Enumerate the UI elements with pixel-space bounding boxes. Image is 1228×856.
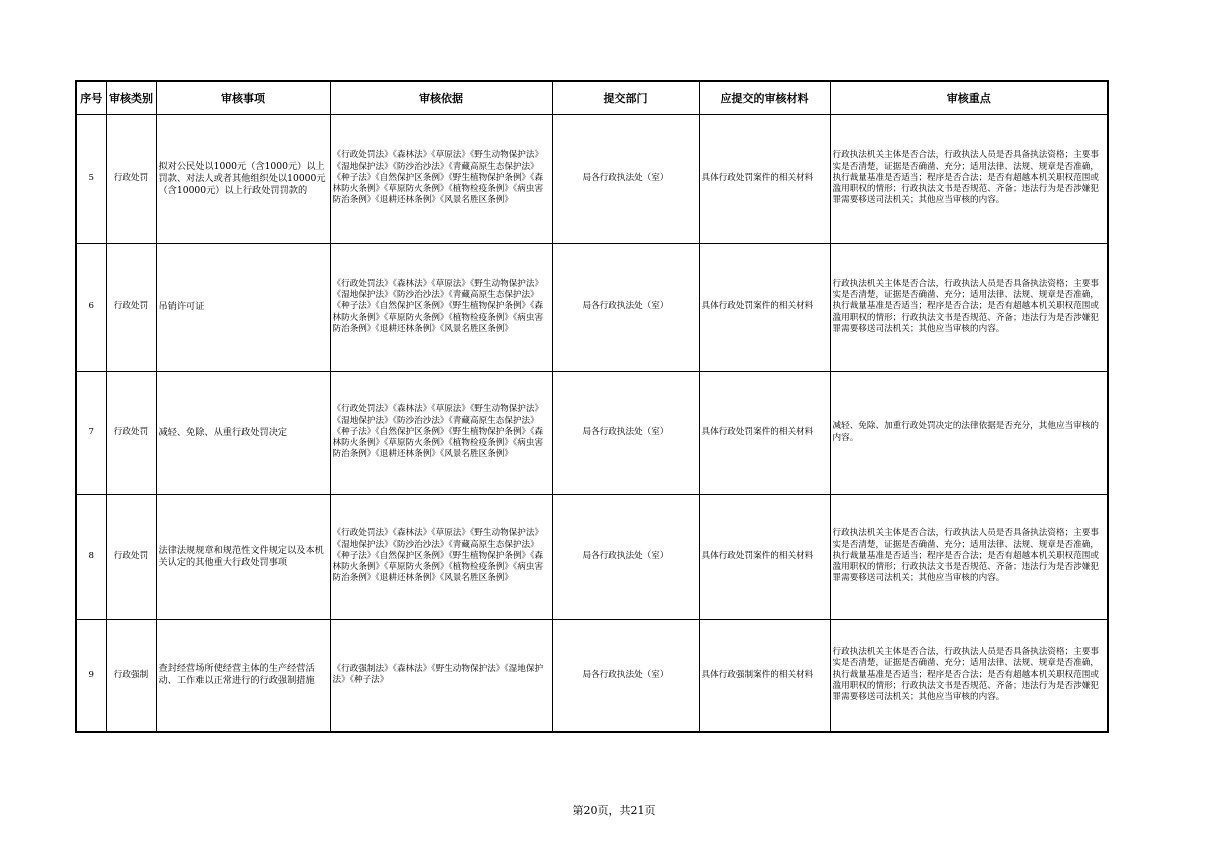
header-review-category: 审核类别 (106, 81, 156, 114)
review-basis-cell: 《行政处罚法》《森林法》《草原法》《野生动物保护法》《湿地保护法》《防沙治沙法》《青藏高原生态保护法》《种子法》《自然保护区条例》《野生植物保护条例》《森林防火条例》《草原防火条例》《植物检疫条例》《病虫害防治条例》《退耕还林条例》《风景名胜区条例》 (330, 114, 552, 243)
submitting-department-cell: 局各行政执法处（室） (552, 243, 699, 371)
review-basis-cell: 《行政处罚法》《森林法》《草原法》《野生动物保护法》《湿地保护法》《防沙治沙法》《青藏高原生态保护法》《种子法》《自然保护区条例》《野生植物保护条例》《森林防火条例》《草原防火条例》《植物检疫条例》《病虫害防治条例》《退耕还林条例》《风景名胜区条例》 (330, 494, 552, 619)
required-materials-cell: 具体行政处罚案件的相关材料 (699, 114, 830, 243)
table-row (76, 371, 1108, 494)
submitting-department-cell: 局各行政执法处（室） (552, 371, 699, 494)
table-row (76, 114, 1108, 243)
review-basis-cell: 《行政处罚法》《森林法》《草原法》《野生动物保护法》《湿地保护法》《防沙治沙法》《青藏高原生态保护法》《种子法》《自然保护区条例》《野生植物保护条例》《森林防火条例》《草原防火条例》《植物检疫条例》《病虫害防治条例》《退耕还林条例》《风景名胜区条例》 (330, 371, 552, 494)
review-focus-cell: 减轻、免除、加重行政处罚决定的法律依据是否充分，其他应当审核的内容。 (830, 371, 1108, 494)
review-items-table (75, 80, 1109, 733)
serial-number-cell: 8 (76, 494, 106, 619)
review-item-cell: 拟对公民处以1000元（含1000元）以上罚款、对法人或者其他组织处以10000元（含10000元）以上行政处罚罚款的 (156, 114, 330, 243)
page-number: 第20页，共21页 (572, 804, 656, 817)
header-review-item: 审核事项 (156, 81, 330, 114)
required-materials-cell: 具体行政处罚案件的相关材料 (699, 371, 830, 494)
review-focus-cell: 行政执法机关主体是否合法，行政执法人员是否具备执法资格；主要事实是否清楚，证据是否确凿、充分；适用法律、法规、规章是否准确，执行裁量基准是否适当；程序是否合法；是否有超越本机关职权范围或滥用职权的情形；行政执法文书是否规范、齐备；违法行为是否涉嫌犯罪需要移送司法机关；其他应当审核的内容。 (830, 243, 1108, 371)
review-basis-cell: 《行政强制法》《森林法》《野生动物保护法》《湿地保护法》《种子法》 (330, 619, 552, 732)
required-materials-cell: 具体行政强制案件的相关材料 (699, 619, 830, 732)
header-required-materials: 应提交的审核材料 (699, 81, 830, 114)
required-materials-cell: 具体行政处罚案件的相关材料 (699, 243, 830, 371)
header-serial-number: 序号 (76, 81, 106, 114)
review-category-cell: 行政处罚 (106, 114, 156, 243)
submitting-department-cell: 局各行政执法处（室） (552, 114, 699, 243)
submitting-department-cell: 局各行政执法处（室） (552, 494, 699, 619)
serial-number-cell: 9 (76, 619, 106, 732)
review-focus-cell: 行政执法机关主体是否合法，行政执法人员是否具备执法资格；主要事实是否清楚，证据是否确凿、充分；适用法律、法规、规章是否准确，执行裁量基准是否适当；程序是否合法；是否有超越本机关职权范围或滥用职权的情形；行政执法文书是否规范、齐备；违法行为是否涉嫌犯罪需要移送司法机关；其他应当审核的内容。 (830, 619, 1108, 732)
serial-number-cell: 7 (76, 371, 106, 494)
review-item-cell: 吊销许可证 (156, 243, 330, 371)
review-basis-cell: 《行政处罚法》《森林法》《草原法》《野生动物保护法》《湿地保护法》《防沙治沙法》《青藏高原生态保护法》《种子法》《自然保护区条例》《野生植物保护条例》《森林防火条例》《草原防火条例》《植物检疫条例》《病虫害防治条例》《退耕还林条例》《风景名胜区条例》 (330, 243, 552, 371)
header-submitting-department: 提交部门 (552, 81, 699, 114)
review-focus-cell: 行政执法机关主体是否合法，行政执法人员是否具备执法资格；主要事实是否清楚，证据是否确凿、充分；适用法律、法规、规章是否准确，执行裁量基准是否适当；程序是否合法；是否有超越本机关职权范围或滥用职权的情形；行政执法文书是否规范、齐备；违法行为是否涉嫌犯罪需要移送司法机关；其他应当审核的内容。 (830, 494, 1108, 619)
review-focus-cell: 行政执法机关主体是否合法，行政执法人员是否具备执法资格；主要事实是否清楚，证据是否确凿、充分；适用法律、法规、规章是否准确，执行裁量基准是否适当；程序是否合法；是否有超越本机关职权范围或滥用职权的情形；行政执法文书是否规范、齐备；违法行为是否涉嫌犯罪需要移送司法机关；其他应当审核的内容。 (830, 114, 1108, 243)
review-item-cell: 查封经营场所使经营主体的生产经营活动、工作难以正常进行的行政强制措施 (156, 619, 330, 732)
required-materials-cell: 具体行政处罚案件的相关材料 (699, 494, 830, 619)
serial-number-cell: 6 (76, 243, 106, 371)
serial-number-cell: 5 (76, 114, 106, 243)
review-category-cell: 行政处罚 (106, 371, 156, 494)
review-category-cell: 行政强制 (106, 619, 156, 732)
review-category-cell: 行政处罚 (106, 243, 156, 371)
submitting-department-cell: 局各行政执法处（室） (552, 619, 699, 732)
table-row (76, 619, 1108, 732)
table-header-row (76, 81, 1108, 114)
header-review-basis: 审核依据 (330, 81, 552, 114)
header-review-focus: 审核重点 (830, 81, 1108, 114)
table-row (76, 243, 1108, 371)
review-item-cell: 法律法规规章和规范性文件规定以及本机关认定的其他重大行政处罚事项 (156, 494, 330, 619)
table-row (76, 494, 1108, 619)
review-category-cell: 行政处罚 (106, 494, 156, 619)
review-item-cell: 减轻、免除、从重行政处罚决定 (156, 371, 330, 494)
